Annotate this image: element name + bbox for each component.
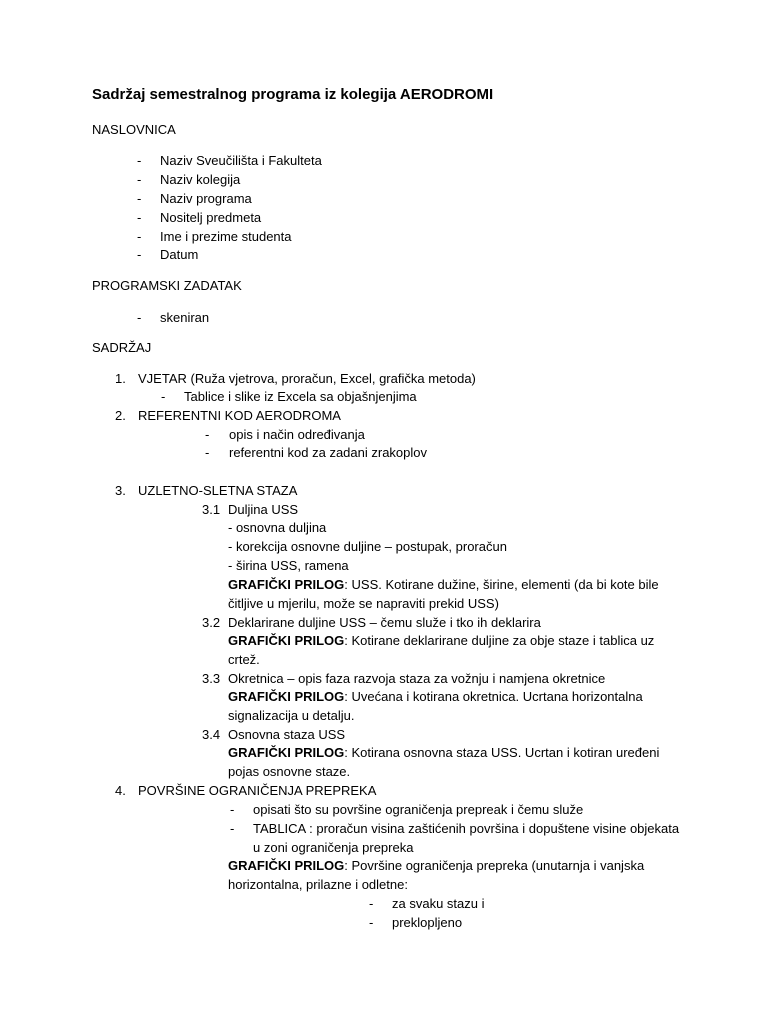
document-title: Sadržaj semestralnog programa iz kolegija AERODROMI: [92, 86, 494, 103]
subsection-line: - korekcija osnovne duljine – postupak, proračun: [228, 539, 507, 554]
dash-bullet: -: [137, 310, 142, 325]
subsection-number: 3.2: [202, 615, 221, 630]
dash-bullet: -: [137, 247, 142, 262]
dash-bullet: -: [161, 389, 166, 404]
sub-item: opisati što su površine ograničenja prepreak i čemu služe: [253, 802, 584, 817]
subsection-title: Deklarirane duljine USS – čemu služe i tko ih deklarira: [228, 615, 541, 630]
subsection-line: - širina USS, ramena: [228, 558, 349, 573]
subsection-number: 3.3: [202, 671, 221, 686]
subsection-number: 3.1: [202, 502, 221, 517]
graficki-prilog: [228, 632, 654, 651]
subsection-line: - osnovna duljina: [228, 520, 327, 535]
section-number: 4.: [115, 783, 126, 798]
dash-bullet: -: [205, 445, 210, 460]
dash-bullet: -: [369, 896, 374, 911]
section-number: 3.: [115, 483, 126, 498]
graficki-prilog-text: : Površine ograničenja prepreka (unutarnja i vanjska: [344, 858, 645, 873]
sub-item: Tablice i slike iz Excela sa objašnjenjima: [184, 389, 417, 404]
graficki-prilog-text: : Kotirana osnovna staza USS. Ucrtan i kotiran uređeni: [344, 745, 660, 760]
naslovnica-heading: NASLOVNICA: [92, 122, 176, 137]
sub-item: preklopljeno: [392, 915, 463, 930]
naslovnica-item: Naziv programa: [160, 191, 252, 206]
graficki-prilog-text: : Kotirane deklarirane duljine za obje staze i tablica uz: [344, 633, 655, 648]
graficki-prilog-text: : Uvećana i kotirana okretnica. Ucrtana horizontalna: [344, 689, 643, 704]
graficki-prilog-cont: signalizacija u detalju.: [228, 708, 355, 723]
naslovnica-item: Naziv Sveučilišta i Fakulteta: [160, 153, 322, 168]
sub-item: referentni kod za zadani zrakoplov: [229, 445, 428, 460]
graficki-prilog-label: GRAFIČKI PRILOG: [228, 745, 345, 760]
naslovnica-item: Naziv kolegija: [160, 172, 241, 187]
graficki-prilog: [228, 576, 659, 595]
programski-heading: PROGRAMSKI ZADATAK: [92, 278, 242, 293]
dash-bullet: -: [205, 427, 210, 442]
dash-bullet: -: [230, 802, 235, 817]
graficki-prilog-cont: horizontalna, prilazne i odletne:: [228, 877, 408, 892]
sub-item: za svaku stazu i: [392, 896, 485, 911]
dash-bullet: -: [137, 172, 142, 187]
dash-bullet: -: [230, 821, 235, 836]
graficki-prilog-label: GRAFIČKI PRILOG: [228, 633, 345, 648]
graficki-prilog-text: : USS. Kotirane dužine, širine, elementi (da bi kote bile: [344, 577, 659, 592]
dash-bullet: -: [137, 153, 142, 168]
subsection-title: Okretnica – opis faza razvoja staza za vožnju i namjena okretnice: [228, 671, 606, 686]
section-number: 1.: [115, 371, 126, 386]
graficki-prilog-label: GRAFIČKI PRILOG: [228, 858, 345, 873]
graficki-prilog: [228, 744, 659, 763]
sub-item: opis i način određivanja: [229, 427, 365, 442]
section-title: POVRŠINE OGRANIČENJA PREPREKA: [138, 783, 377, 798]
graficki-prilog-cont: pojas osnovne staze.: [228, 764, 351, 779]
dash-bullet: -: [369, 915, 374, 930]
graficki-prilog-cont: čitljive u mjerilu, može se napraviti prekid USS): [228, 596, 499, 611]
subsection-title: Duljina USS: [228, 502, 299, 517]
graficki-prilog-label: GRAFIČKI PRILOG: [228, 689, 345, 704]
subsection-title: Osnovna staza USS: [228, 727, 346, 742]
sub-item: TABLICA : proračun visina zaštićenih površina i dopuštene visine objekata: [253, 821, 680, 836]
section-number: 2.: [115, 408, 126, 423]
subsection-number: 3.4: [202, 727, 221, 742]
naslovnica-item: Nositelj predmeta: [160, 210, 262, 225]
dash-bullet: -: [137, 191, 142, 206]
section-title: REFERENTNI KOD AERODROMA: [138, 408, 341, 423]
section-title: UZLETNO-SLETNA STAZA: [138, 483, 298, 498]
naslovnica-item: Datum: [160, 247, 199, 262]
graficki-prilog-label: GRAFIČKI PRILOG: [228, 577, 345, 592]
dash-bullet: -: [137, 210, 142, 225]
programski-item: skeniran: [160, 310, 210, 325]
graficki-prilog: [228, 857, 644, 876]
naslovnica-item: Ime i prezime studenta: [160, 229, 292, 244]
sub-item-cont: u zoni ograničenja prepreka: [253, 840, 414, 855]
section-title: VJETAR (Ruža vjetrova, proračun, Excel, grafička metoda): [138, 371, 476, 386]
sadrzaj-heading: SADRŽAJ: [92, 340, 152, 355]
dash-bullet: -: [137, 229, 142, 244]
graficki-prilog-cont: crtež.: [228, 652, 260, 667]
graficki-prilog: [228, 688, 643, 707]
